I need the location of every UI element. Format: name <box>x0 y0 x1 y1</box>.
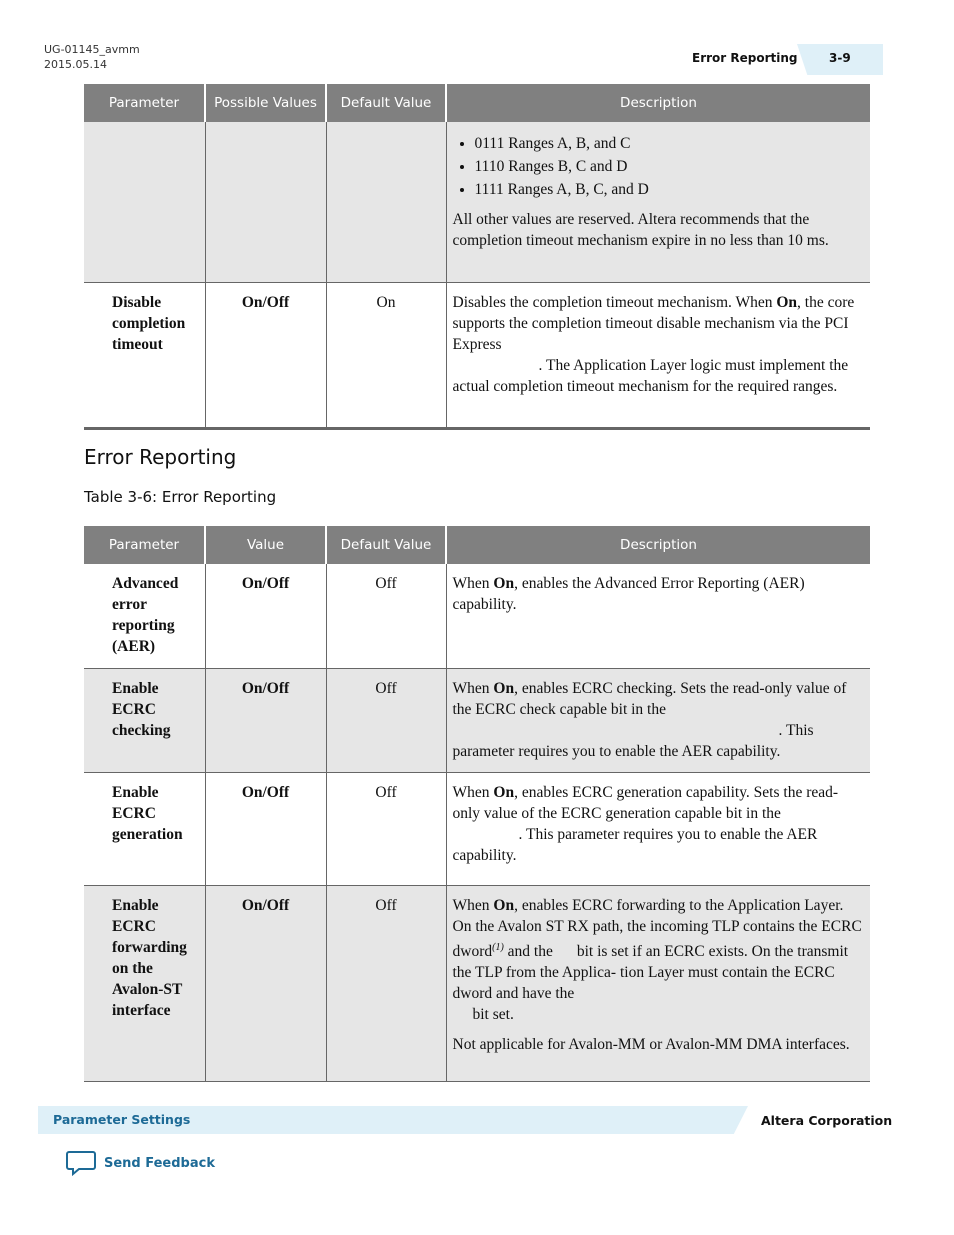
send-feedback-link[interactable] <box>66 1150 215 1176</box>
reserved-note: All other values are reserved. Altera recommends that the completion timeout mechanism expire in no less than 10 ms. <box>452 211 829 249</box>
col-header: Parameter <box>84 526 205 564</box>
description-cell: Disables the completion timeout mechanism. When On, the core supports the completion timeout disable mechanism via the PCI Express . The Application Layer logic must implement the actual completion timeout mechanism for the required ranges. <box>446 282 870 427</box>
section-title: Error Reporting <box>84 445 237 469</box>
param-default: Off <box>326 885 446 1081</box>
table-end-rule <box>84 427 870 430</box>
description-cell: When On, enables ECRC checking. Sets the read-only value of the ECRC check capable bit in the . This parameter requires you to enable the AER capability. <box>446 668 870 772</box>
param-default: Off <box>326 772 446 885</box>
description-cell: When On, enables ECRC generation capability. Sets the read-only value of the ECRC generation capable bit in the . This parameter requires you to enable the AER capability. <box>446 772 870 885</box>
doc-id: UG-01145_avmm <box>44 43 140 56</box>
send-feedback-label[interactable]: Send Feedback <box>104 1155 215 1171</box>
table-row <box>84 772 870 885</box>
list-item: • 1111 Ranges A, B, C, and D <box>475 179 865 200</box>
col-header: Description <box>446 526 870 564</box>
col-header: Description <box>446 84 870 122</box>
col-header: Default Value <box>326 84 446 122</box>
footer-company: Altera Corporation <box>761 1113 893 1128</box>
param-value: On/Off <box>205 282 326 427</box>
header-section-title: Error Reporting <box>692 51 798 65</box>
description-cell: When On, enables ECRC forwarding to the Application Layer. On the Avalon ST RX path, the incoming TLP contains the ECRC dword$^{(1)}$ and the bit is set if an ECRC exists. On the transmit the TLP from the Applica- tion Layer must contain the ECRC dword and have the bit set. Not applicable for Avalon-MM or Avalon-MM DMA interfaces. <box>446 885 870 1081</box>
table-row <box>84 885 870 1081</box>
footnote-marker: (1) <box>492 941 504 953</box>
completion-timeout-table <box>84 84 870 428</box>
table-row <box>84 122 870 282</box>
param-value: On/Off <box>205 668 326 772</box>
table-row <box>84 564 870 668</box>
param-name: Disable completion timeout <box>84 282 205 427</box>
param-name: Advanced error reporting (AER) <box>84 564 205 668</box>
col-header: Value <box>205 526 326 564</box>
error-reporting-table <box>84 526 870 1082</box>
footer-section-link[interactable]: Parameter Settings <box>53 1112 191 1127</box>
param-name: Enable ECRC checking <box>84 668 205 772</box>
list-item: • 1110 Ranges B, C and D <box>475 156 865 177</box>
table-caption: Table 3-6: Error Reporting <box>84 488 277 506</box>
description-cell <box>446 122 870 282</box>
param-value: On/Off <box>205 564 326 668</box>
col-header: Possible Values <box>205 84 326 122</box>
description-cell: When On, enables the Advanced Error Reporting (AER) capability. <box>446 564 870 668</box>
param-value: On/Off <box>205 772 326 885</box>
table-row <box>84 282 870 427</box>
list-item: • 0111 Ranges A, B, and C <box>475 133 865 154</box>
param-default: Off <box>326 668 446 772</box>
param-name: Enable ECRC generation <box>84 772 205 885</box>
feedback-icon <box>66 1150 96 1176</box>
col-header: Default Value <box>326 526 446 564</box>
param-value: On/Off <box>205 885 326 1081</box>
param-default: On <box>326 282 446 427</box>
param-name: Enable ECRC forwarding on the Avalon-ST interface <box>84 885 205 1081</box>
col-header: Parameter <box>84 84 205 122</box>
range-list <box>453 133 865 200</box>
applicability-note: Not applicable for Avalon-MM or Avalon-MM DMA interfaces. <box>452 1035 850 1053</box>
doc-date: 2015.05.14 <box>44 58 107 71</box>
table-header-row <box>84 84 870 122</box>
page-number: 3-9 <box>829 51 851 65</box>
table-row <box>84 668 870 772</box>
param-default: Off <box>326 564 446 668</box>
document-id <box>44 42 140 72</box>
table-header-row <box>84 526 870 564</box>
